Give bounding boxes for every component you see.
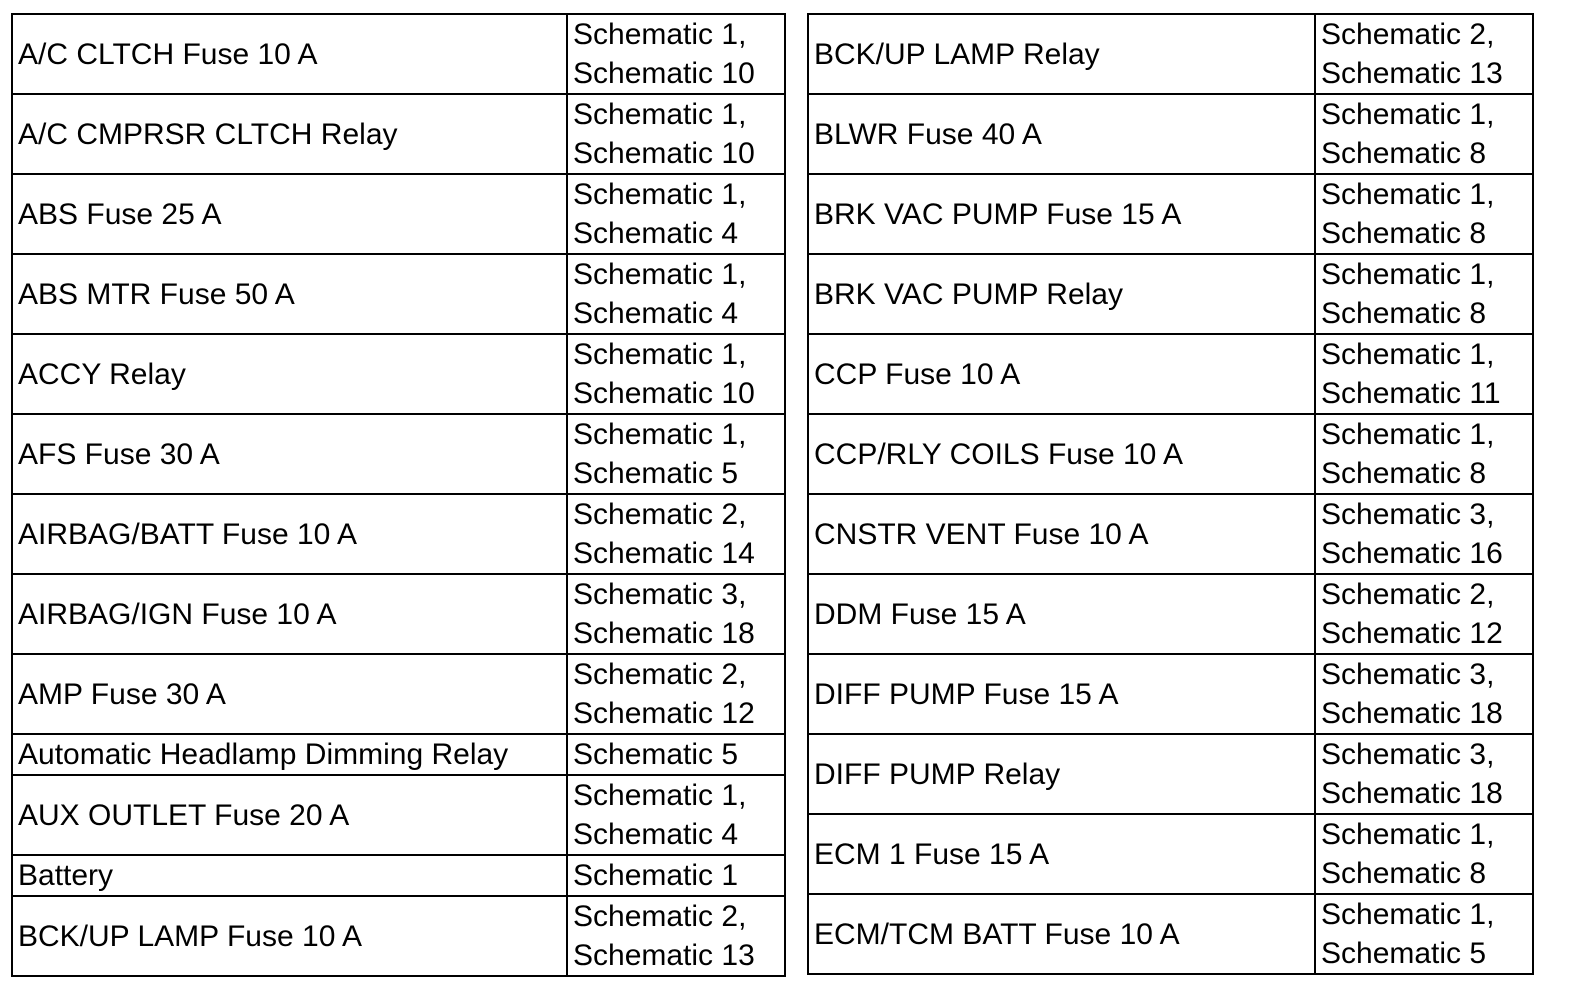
schematic-reference-line: Schematic 3, bbox=[1321, 498, 1495, 531]
schematic-reference-cell bbox=[567, 775, 785, 855]
right-table-row bbox=[808, 574, 1533, 654]
right-table-row bbox=[808, 254, 1533, 334]
left-table-row bbox=[12, 494, 785, 574]
component-name-cell: AIRBAG/IGN Fuse 10 A bbox=[12, 574, 567, 654]
schematic-reference-line: Schematic 12 bbox=[573, 697, 755, 730]
schematic-reference-line: Schematic 13 bbox=[1321, 57, 1503, 90]
component-name-cell: AFS Fuse 30 A bbox=[12, 414, 567, 494]
schematic-reference-line: Schematic 10 bbox=[573, 137, 755, 170]
component-name-cell: AMP Fuse 30 A bbox=[12, 654, 567, 734]
component-name-cell: AUX OUTLET Fuse 20 A bbox=[12, 775, 567, 855]
schematic-reference-cell bbox=[567, 254, 785, 334]
schematic-reference-line: Schematic 1, bbox=[1321, 418, 1495, 451]
schematic-reference-cell bbox=[567, 174, 785, 254]
right-index-body bbox=[808, 14, 1533, 974]
right-table-row bbox=[808, 414, 1533, 494]
schematic-reference-line: Schematic 11 bbox=[1321, 377, 1501, 410]
schematic-reference-line: Schematic 1, bbox=[1321, 178, 1495, 211]
schematic-reference-cell bbox=[567, 896, 785, 976]
right-table-row bbox=[808, 174, 1533, 254]
component-name-cell: A/C CMPRSR CLTCH Relay bbox=[12, 94, 567, 174]
component-name-cell: ECM/TCM BATT Fuse 10 A bbox=[808, 894, 1315, 974]
schematic-reference-cell bbox=[1315, 654, 1533, 734]
schematic-reference-line: Schematic 4 bbox=[573, 217, 739, 250]
schematic-reference-line: Schematic 8 bbox=[1321, 297, 1487, 330]
schematic-reference-cell bbox=[1315, 574, 1533, 654]
schematic-reference-line: Schematic 2, bbox=[1321, 578, 1495, 611]
component-name-cell: BRK VAC PUMP Fuse 15 A bbox=[808, 174, 1315, 254]
left-table-row bbox=[12, 94, 785, 174]
schematic-reference-line: Schematic 1, bbox=[1321, 338, 1495, 371]
schematic-reference-line: Schematic 18 bbox=[1321, 697, 1503, 730]
left-table-row bbox=[12, 414, 785, 494]
schematic-reference-line: Schematic 10 bbox=[573, 377, 755, 410]
schematic-reference-line: Schematic 18 bbox=[1321, 777, 1503, 810]
component-name-cell: ABS Fuse 25 A bbox=[12, 174, 567, 254]
schematic-reference-line: Schematic 1 bbox=[573, 859, 739, 892]
schematic-reference-cell bbox=[1315, 254, 1533, 334]
right-table-row bbox=[808, 654, 1533, 734]
schematic-reference-cell bbox=[1315, 334, 1533, 414]
component-name-cell: AIRBAG/BATT Fuse 10 A bbox=[12, 494, 567, 574]
schematic-reference-cell bbox=[567, 94, 785, 174]
schematic-reference-line: Schematic 4 bbox=[573, 818, 739, 851]
schematic-reference-line: Schematic 2, bbox=[1321, 18, 1495, 51]
schematic-reference-line: Schematic 1, bbox=[1321, 98, 1495, 131]
left-table-row bbox=[12, 855, 785, 896]
schematic-reference-cell bbox=[567, 654, 785, 734]
schematic-reference-cell bbox=[567, 734, 785, 775]
schematic-reference-line: Schematic 3, bbox=[1321, 738, 1495, 771]
component-name-cell: BCK/UP LAMP Fuse 10 A bbox=[12, 896, 567, 976]
schematic-reference-line: Schematic 5 bbox=[573, 738, 739, 771]
component-name-cell: A/C CLTCH Fuse 10 A bbox=[12, 14, 567, 94]
schematic-reference-cell bbox=[567, 574, 785, 654]
component-name-cell: CNSTR VENT Fuse 10 A bbox=[808, 494, 1315, 574]
schematic-reference-line: Schematic 8 bbox=[1321, 217, 1487, 250]
right-table-row bbox=[808, 734, 1533, 814]
schematic-reference-line: Schematic 12 bbox=[1321, 617, 1503, 650]
left-index-body bbox=[12, 14, 785, 976]
component-name-cell: DDM Fuse 15 A bbox=[808, 574, 1315, 654]
component-name-cell: ACCY Relay bbox=[12, 334, 567, 414]
schematic-reference-line: Schematic 3, bbox=[1321, 658, 1495, 691]
schematic-reference-cell bbox=[1315, 414, 1533, 494]
schematic-reference-line: Schematic 1, bbox=[573, 18, 747, 51]
schematic-reference-line: Schematic 1, bbox=[573, 338, 747, 371]
left-table-row bbox=[12, 734, 785, 775]
schematic-reference-line: Schematic 8 bbox=[1321, 857, 1487, 890]
right-table-row bbox=[808, 94, 1533, 174]
left-index-table bbox=[11, 13, 786, 977]
schematic-reference-line: Schematic 1, bbox=[573, 178, 747, 211]
schematic-reference-line: Schematic 5 bbox=[1321, 937, 1487, 970]
schematic-reference-cell bbox=[567, 494, 785, 574]
component-name-cell: Battery bbox=[12, 855, 567, 896]
component-name-cell: Automatic Headlamp Dimming Relay bbox=[12, 734, 567, 775]
component-name-cell: CCP Fuse 10 A bbox=[808, 334, 1315, 414]
schematic-reference-cell bbox=[1315, 94, 1533, 174]
schematic-reference-line: Schematic 2, bbox=[573, 498, 747, 531]
schematic-reference-line: Schematic 8 bbox=[1321, 457, 1487, 490]
schematic-reference-cell bbox=[567, 414, 785, 494]
component-name-cell: CCP/RLY COILS Fuse 10 A bbox=[808, 414, 1315, 494]
schematic-reference-line: Schematic 3, bbox=[573, 578, 747, 611]
schematic-reference-cell bbox=[567, 855, 785, 896]
schematic-reference-line: Schematic 14 bbox=[573, 537, 755, 570]
schematic-reference-line: Schematic 1, bbox=[573, 258, 747, 291]
right-table-row bbox=[808, 494, 1533, 574]
right-table-row bbox=[808, 894, 1533, 974]
left-table-row bbox=[12, 654, 785, 734]
left-table-row bbox=[12, 174, 785, 254]
left-table-row bbox=[12, 334, 785, 414]
schematic-reference-line: Schematic 1, bbox=[573, 98, 747, 131]
component-name-cell: BRK VAC PUMP Relay bbox=[808, 254, 1315, 334]
schematic-reference-line: Schematic 1, bbox=[1321, 818, 1495, 851]
schematic-reference-line: Schematic 1, bbox=[573, 418, 747, 451]
schematic-reference-line: Schematic 16 bbox=[1321, 537, 1503, 570]
left-table-row bbox=[12, 896, 785, 976]
component-name-cell: DIFF PUMP Fuse 15 A bbox=[808, 654, 1315, 734]
schematic-reference-line: Schematic 2, bbox=[573, 900, 747, 933]
schematic-reference-cell bbox=[1315, 734, 1533, 814]
schematic-reference-line: Schematic 1, bbox=[1321, 898, 1495, 931]
schematic-reference-line: Schematic 8 bbox=[1321, 137, 1487, 170]
component-name-cell: ABS MTR Fuse 50 A bbox=[12, 254, 567, 334]
right-table-row bbox=[808, 814, 1533, 894]
component-name-cell: DIFF PUMP Relay bbox=[808, 734, 1315, 814]
left-table-row bbox=[12, 14, 785, 94]
component-name-cell: BCK/UP LAMP Relay bbox=[808, 14, 1315, 94]
schematic-reference-line: Schematic 18 bbox=[573, 617, 755, 650]
schematic-reference-cell bbox=[1315, 494, 1533, 574]
schematic-reference-cell bbox=[567, 334, 785, 414]
schematic-reference-line: Schematic 5 bbox=[573, 457, 739, 490]
schematic-reference-line: Schematic 13 bbox=[573, 939, 755, 972]
schematic-reference-cell bbox=[1315, 814, 1533, 894]
schematic-reference-cell bbox=[1315, 14, 1533, 94]
right-index-table bbox=[807, 13, 1534, 975]
component-name-cell: BLWR Fuse 40 A bbox=[808, 94, 1315, 174]
schematic-reference-line: Schematic 10 bbox=[573, 57, 755, 90]
schematic-reference-cell bbox=[567, 14, 785, 94]
left-table-row bbox=[12, 254, 785, 334]
schematic-reference-cell bbox=[1315, 174, 1533, 254]
schematic-reference-line: Schematic 2, bbox=[573, 658, 747, 691]
left-table-row bbox=[12, 775, 785, 855]
schematic-reference-line: Schematic 1, bbox=[573, 779, 747, 812]
schematic-reference-line: Schematic 1, bbox=[1321, 258, 1495, 291]
right-table-row bbox=[808, 14, 1533, 94]
right-table-row bbox=[808, 334, 1533, 414]
schematic-reference-line: Schematic 4 bbox=[573, 297, 739, 330]
component-name-cell: ECM 1 Fuse 15 A bbox=[808, 814, 1315, 894]
schematic-reference-cell bbox=[1315, 894, 1533, 974]
left-table-row bbox=[12, 574, 785, 654]
